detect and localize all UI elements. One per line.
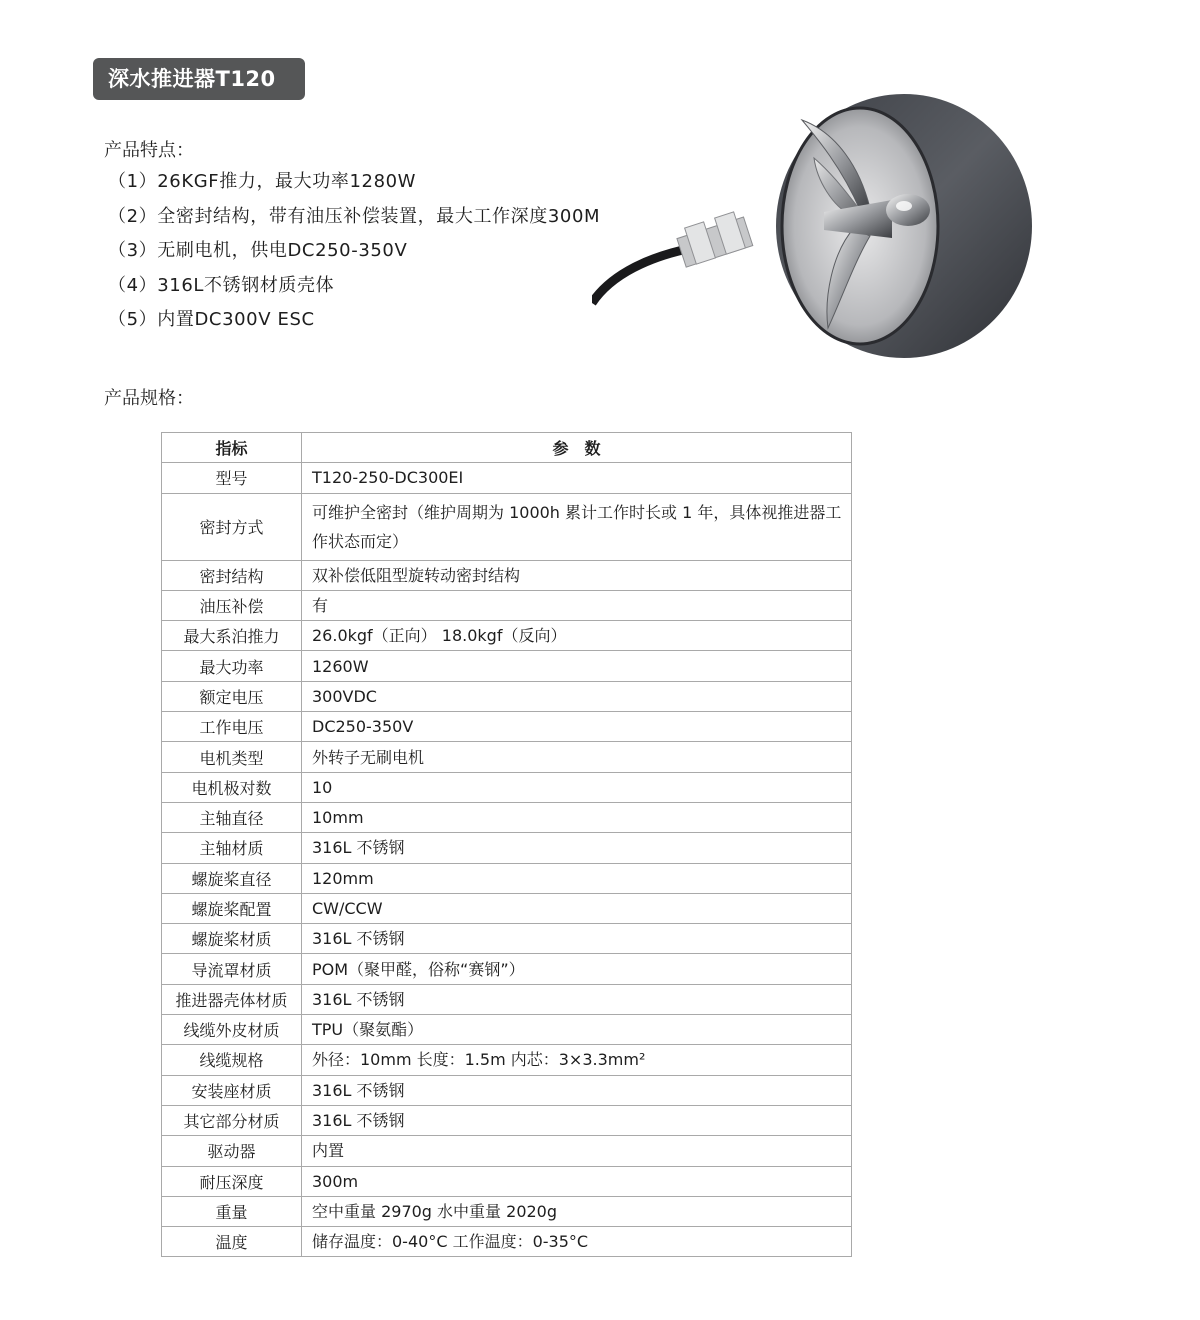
table-row bbox=[162, 772, 852, 802]
spec-name: 密封方式 bbox=[162, 493, 302, 560]
table-row bbox=[162, 1015, 852, 1045]
table-row bbox=[162, 1136, 852, 1166]
spec-value: T120-250-DC300EI bbox=[302, 463, 852, 493]
table-row bbox=[162, 560, 852, 590]
spec-name: 油压补偿 bbox=[162, 590, 302, 620]
spec-name: 螺旋桨配置 bbox=[162, 893, 302, 923]
table-row bbox=[162, 621, 852, 651]
table-row bbox=[162, 924, 852, 954]
table-row bbox=[162, 651, 852, 681]
table-row bbox=[162, 1105, 852, 1135]
spec-name: 耐压深度 bbox=[162, 1166, 302, 1196]
table-row bbox=[162, 463, 852, 493]
spec-value: CW/CCW bbox=[302, 893, 852, 923]
spec-value: 外径：10mm 长度：1.5m 内芯：3×3.3mm² bbox=[302, 1045, 852, 1075]
features-list bbox=[108, 170, 600, 343]
column-header: 指标 bbox=[162, 433, 302, 463]
spec-value: 外转子无刷电机 bbox=[302, 742, 852, 772]
spec-value: 316L 不锈钢 bbox=[302, 833, 852, 863]
spec-value: 双补偿低阻型旋转动密封结构 bbox=[302, 560, 852, 590]
spec-value: 300VDC bbox=[302, 681, 852, 711]
spec-name: 线缆外皮材质 bbox=[162, 1015, 302, 1045]
spec-value: 316L 不锈钢 bbox=[302, 924, 852, 954]
spec-value: 有 bbox=[302, 590, 852, 620]
table-row bbox=[162, 590, 852, 620]
feature-item: （2）全密封结构，带有油压补偿装置，最大工作深度300M bbox=[108, 205, 601, 227]
table-row bbox=[162, 742, 852, 772]
cable bbox=[592, 246, 697, 303]
column-header: 参 数 bbox=[302, 433, 852, 463]
spec-value: 316L 不锈钢 bbox=[302, 984, 852, 1014]
spec-value: 可维护全密封（维护周期为 1000h 累计工作时长或 1 年，具体视推进器工作状态而定） bbox=[302, 493, 852, 560]
spec-name: 主轴材质 bbox=[162, 833, 302, 863]
table-row bbox=[162, 893, 852, 923]
spec-value: 26.0kgf（正向） 18.0kgf（反向） bbox=[302, 621, 852, 651]
spec-name: 推进器壳体材质 bbox=[162, 984, 302, 1014]
feature-item: （3）无刷电机，供电DC250-350V bbox=[108, 240, 408, 262]
spec-value: 1260W bbox=[302, 651, 852, 681]
table-header-row bbox=[162, 433, 852, 463]
specs-heading: 产品规格： bbox=[104, 388, 194, 409]
spec-value: 120mm bbox=[302, 863, 852, 893]
spec-name: 温度 bbox=[162, 1227, 302, 1257]
spec-value: 10mm bbox=[302, 802, 852, 832]
feature-item: （5）内置DC300V ESC bbox=[108, 309, 315, 331]
table-row bbox=[162, 802, 852, 832]
table-row bbox=[162, 833, 852, 863]
table-row bbox=[162, 1227, 852, 1257]
spec-value: 316L 不锈钢 bbox=[302, 1075, 852, 1105]
table-row bbox=[162, 984, 852, 1014]
table-row bbox=[162, 681, 852, 711]
thruster-photo bbox=[592, 88, 1082, 364]
feature-item: （1）26KGF推力，最大功率1280W bbox=[108, 171, 417, 192]
spec-name: 密封结构 bbox=[162, 560, 302, 590]
spec-name: 型号 bbox=[162, 463, 302, 493]
spec-value: 储存温度：0-40°C 工作温度：0-35°C bbox=[302, 1227, 852, 1257]
spec-name: 额定电压 bbox=[162, 681, 302, 711]
table-row bbox=[162, 1196, 852, 1226]
spec-name: 重量 bbox=[162, 1196, 302, 1226]
table-row bbox=[162, 1075, 852, 1105]
table-row bbox=[162, 712, 852, 742]
spec-value: 10 bbox=[302, 772, 852, 802]
table-row bbox=[162, 863, 852, 893]
spec-name: 导流罩材质 bbox=[162, 954, 302, 984]
table-row bbox=[162, 493, 852, 560]
spec-value: 内置 bbox=[302, 1136, 852, 1166]
spec-name: 驱动器 bbox=[162, 1136, 302, 1166]
spec-name: 其它部分材质 bbox=[162, 1105, 302, 1135]
spec-value: 316L 不锈钢 bbox=[302, 1105, 852, 1135]
table-row bbox=[162, 1045, 852, 1075]
spec-name: 电机极对数 bbox=[162, 772, 302, 802]
spec-value: POM（聚甲醛，俗称“赛钢”） bbox=[302, 954, 852, 984]
features-heading: 产品特点： bbox=[104, 140, 194, 161]
spec-name: 最大功率 bbox=[162, 651, 302, 681]
spec-name: 螺旋桨材质 bbox=[162, 924, 302, 954]
spec-value: 300m bbox=[302, 1166, 852, 1196]
spec-name: 线缆规格 bbox=[162, 1045, 302, 1075]
spec-name: 电机类型 bbox=[162, 742, 302, 772]
spec-name: 安装座材质 bbox=[162, 1075, 302, 1105]
feature-item: （4）316L不锈钢材质壳体 bbox=[108, 274, 335, 296]
spec-name: 最大系泊推力 bbox=[162, 621, 302, 651]
table-row bbox=[162, 954, 852, 984]
mount-bracket bbox=[677, 212, 753, 267]
spec-value: DC250-350V bbox=[302, 712, 852, 742]
table-row bbox=[162, 1166, 852, 1196]
page-title: 深水推进器T120 bbox=[93, 58, 305, 100]
spec-value: 空中重量 2970g 水中重量 2020g bbox=[302, 1196, 852, 1226]
spec-name: 主轴直径 bbox=[162, 802, 302, 832]
spec-name: 螺旋桨直径 bbox=[162, 863, 302, 893]
spec-name: 工作电压 bbox=[162, 712, 302, 742]
spec-table bbox=[161, 432, 852, 1257]
spec-value: TPU（聚氨酯） bbox=[302, 1015, 852, 1045]
